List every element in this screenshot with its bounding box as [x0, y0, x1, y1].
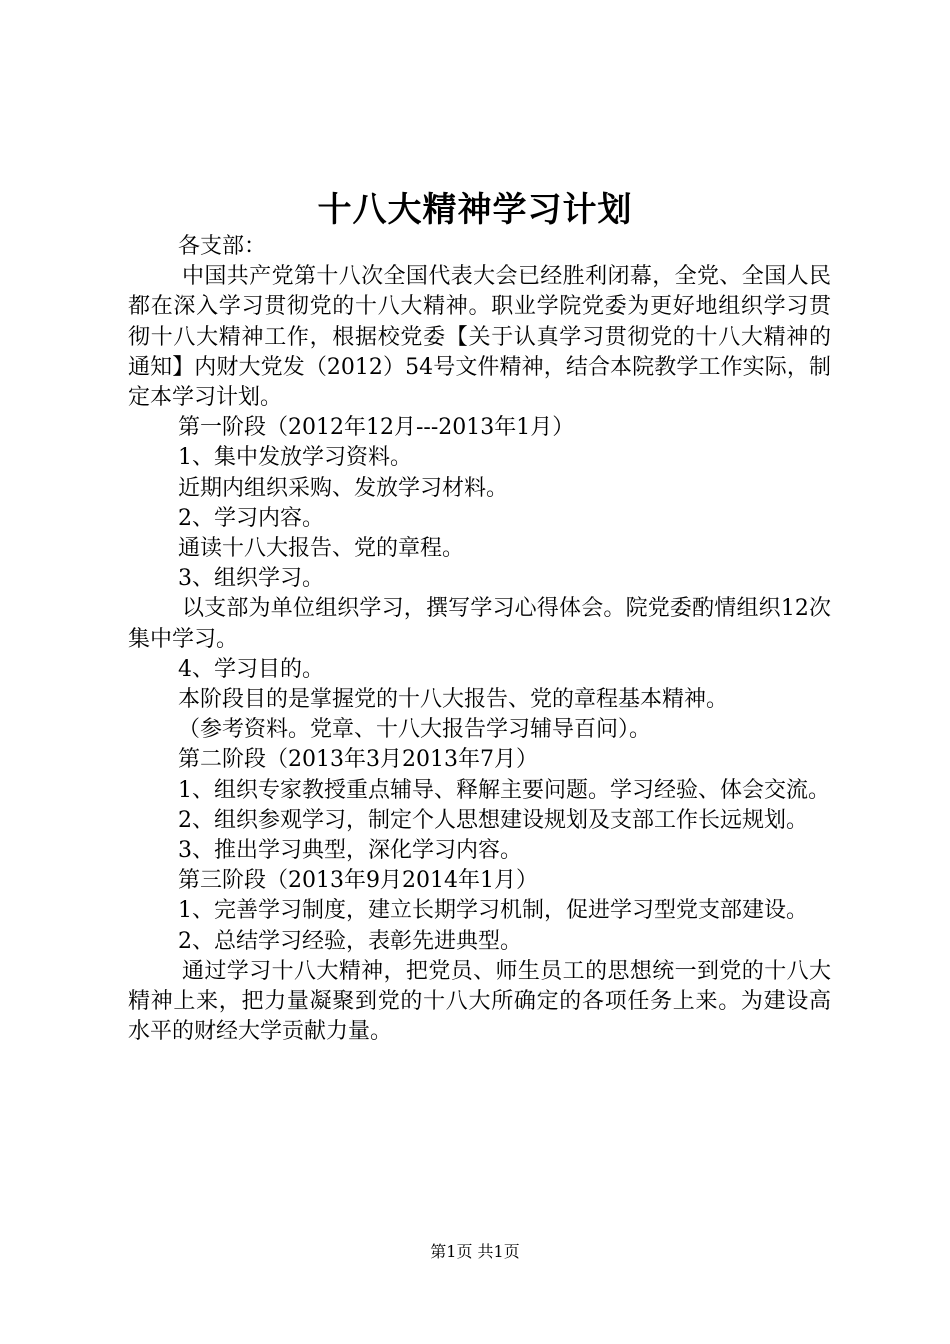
stage-two-item-1: 1、组织专家教授重点辅导、释解主要问题。学习经验、体会交流。	[178, 777, 830, 803]
page-footer: 第1页 共1页	[430, 1242, 520, 1261]
stage-one-item-3-detail: 以支部为单位组织学习，撰写学习心得体会。院党委酌情组织12次集中学习。	[128, 596, 831, 652]
stage-two-item-3: 3、推出学习典型，深化学习内容。	[178, 838, 522, 864]
stage-two-item-2: 2、组织参观学习，制定个人思想建设规划及支部工作长远规划。	[178, 807, 808, 833]
closing-paragraph: 通过学习十八大精神，把党员、师生员工的思想统一到党的十八大精神上来，把力量凝聚到党的十八大所确定的各项任务上来。为建设高水平的财经大学贡献力量。	[128, 958, 831, 1045]
stage-one-item-4-detail: 本阶段目的是掌握党的十八大报告、党的章程基本精神。	[178, 687, 729, 713]
stage-two-heading: 第二阶段（2013年3月2013年7月）	[178, 747, 538, 773]
salutation: 各支部：	[178, 234, 267, 259]
stage-one-item-2-detail: 通读十八大报告、党的章程。	[178, 536, 465, 562]
document-body	[128, 232, 831, 1047]
stage-one-item-1-detail: 近期内组织采购、发放学习材料。	[178, 475, 509, 501]
stage-three-item-2: 2、总结学习经验，表彰先进典型。	[178, 928, 522, 954]
stage-one-item-1: 1、集中发放学习资料。	[178, 445, 412, 471]
stage-one-item-3: 3、组织学习。	[178, 566, 324, 592]
stage-one-heading: 第一阶段（2012年12月---2013年1月）	[178, 415, 575, 441]
stage-one-item-2: 2、学习内容。	[178, 505, 324, 531]
stage-three-heading: 第三阶段（2013年9月2014年1月）	[178, 868, 538, 894]
intro-paragraph: 中国共产党第十八次全国代表大会已经胜利闭幕，全党、全国人民都在深入学习贯彻党的十八大精神。职业学院党委为更好地组织学习贯彻十八大精神工作，根据校党委【关于认真学习贯彻党的十八大精神的通知】内财大党发（2012）54号文件精神，结合本院教学工作实际，制定本学习计划。	[128, 264, 831, 411]
document-title: 十八大精神学习计划	[317, 190, 633, 230]
stage-three-item-1: 1、完善学习制度，建立长期学习机制，促进学习型党支部建设。	[178, 898, 808, 924]
reference-materials: （参考资料。党章、十八大报告学习辅导百问）。	[178, 717, 652, 743]
stage-one-item-4: 4、学习目的。	[178, 656, 324, 682]
